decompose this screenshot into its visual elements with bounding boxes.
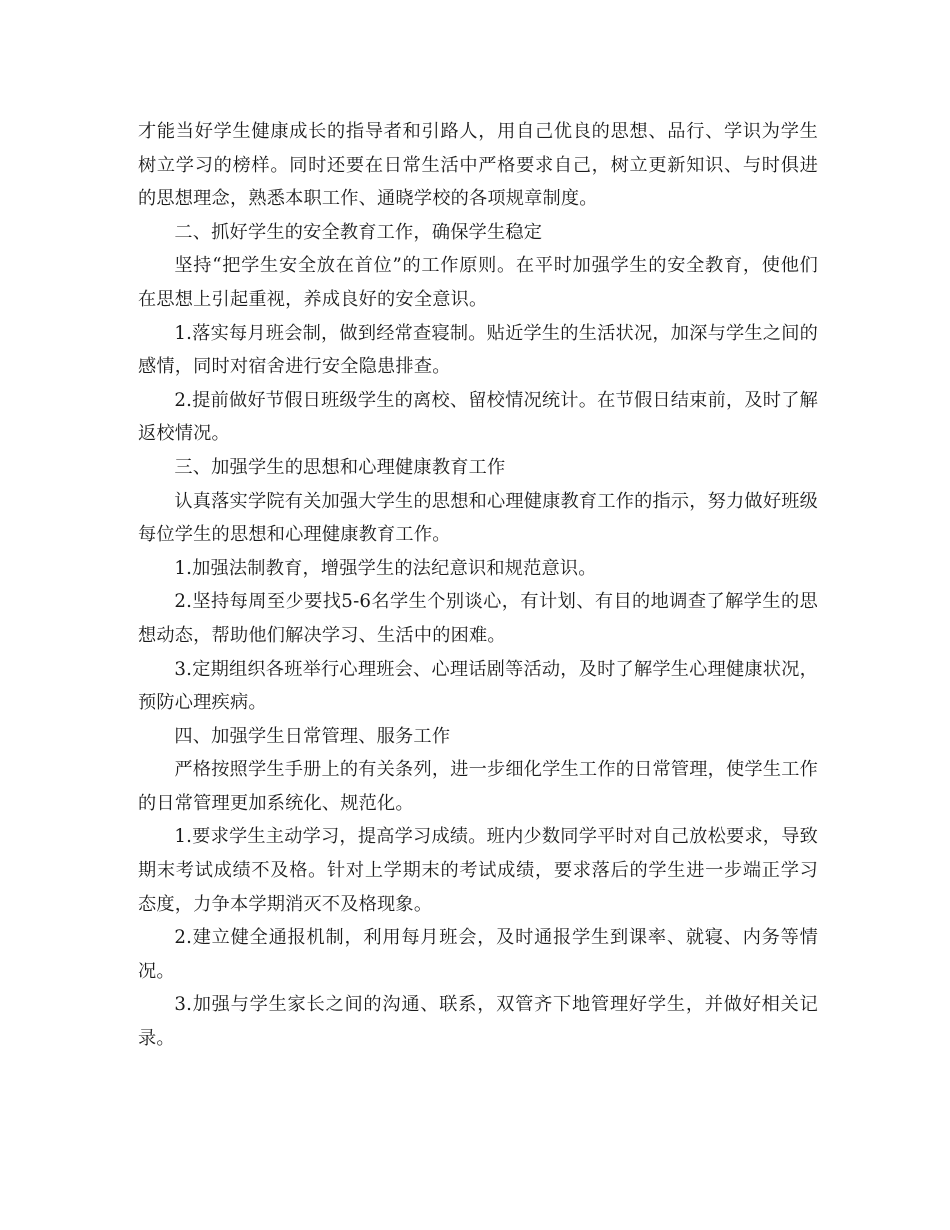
list-item: 1.加强法制教育，增强学生的法纪意识和规范意识。 [174,557,597,579]
list-item: 2.建立健全通报机制，利用每月班会，及时通报学生到课率、就寝、内务等情况。 [138,927,818,982]
section-heading-3: 三、加强学生的思想和心理健康教育工作 [174,456,506,478]
list-item: 2.提前做好节假日班级学生的离校、留校情况统计。在节假日结束前，及时了解返校情况。 [138,389,818,445]
section-heading-4: 四、加强学生日常管理、服务工作 [174,725,451,747]
list-item: 1.落实每月班会制，做到经常查寝制。贴近学生的生活状况，加深与学生之间的感情，同时对宿舍进行安全隐患排查。 [138,322,818,378]
paragraph: 坚持“把学生安全放在首位”的工作原则。在平时加强学生的安全教育，使他们在思想上引起重视，养成良好的安全意识。 [138,255,818,310]
document-body [138,115,818,1056]
paragraph: 严格按照学生手册上的有关条列，进一步细化学生工作的日常管理，使学生工作的日常管理更加系统化、规范化。 [138,759,818,814]
list-item: 3.定期组织各班举行心理班会、心理话剧等活动，及时了解学生心理健康状况，预防心理疾病。 [138,658,818,714]
section-heading-2: 二、抓好学生的安全教育工作，确保学生稳定 [174,221,543,243]
list-item: 2.坚持每周至少要找5-6名学生个别谈心，有计划、有目的地调查了解学生的思想动态，帮助他们解决学习、生活中的困难。 [138,591,818,646]
list-item: 3.加强与学生家长之间的沟通、联系，双管齐下地管理好学生，并做好相关记录。 [138,994,818,1050]
paragraph: 认真落实学院有关加强大学生的思想和心理健康教育工作的指示，努力做好班级每位学生的思想和心理健康教育工作。 [138,490,818,546]
list-item: 1.要求学生主动学习，提高学习成绩。班内少数同学平时对自己放松要求，导致期末考试成绩不及格。针对上学期末的考试成绩，要求落后的学生进一步端正学习态度，力争本学期消灭不及格现象。 [138,826,818,915]
paragraph: 才能当好学生健康成长的指导者和引路人，用自己优良的思想、品行、学识为学生树立学习的榜样。同时还要在日常生活中严格要求自己，树立更新知识、与时俱进的思想理念，熟悉本职工作、通晓学校的各项规章制度。 [138,121,818,210]
